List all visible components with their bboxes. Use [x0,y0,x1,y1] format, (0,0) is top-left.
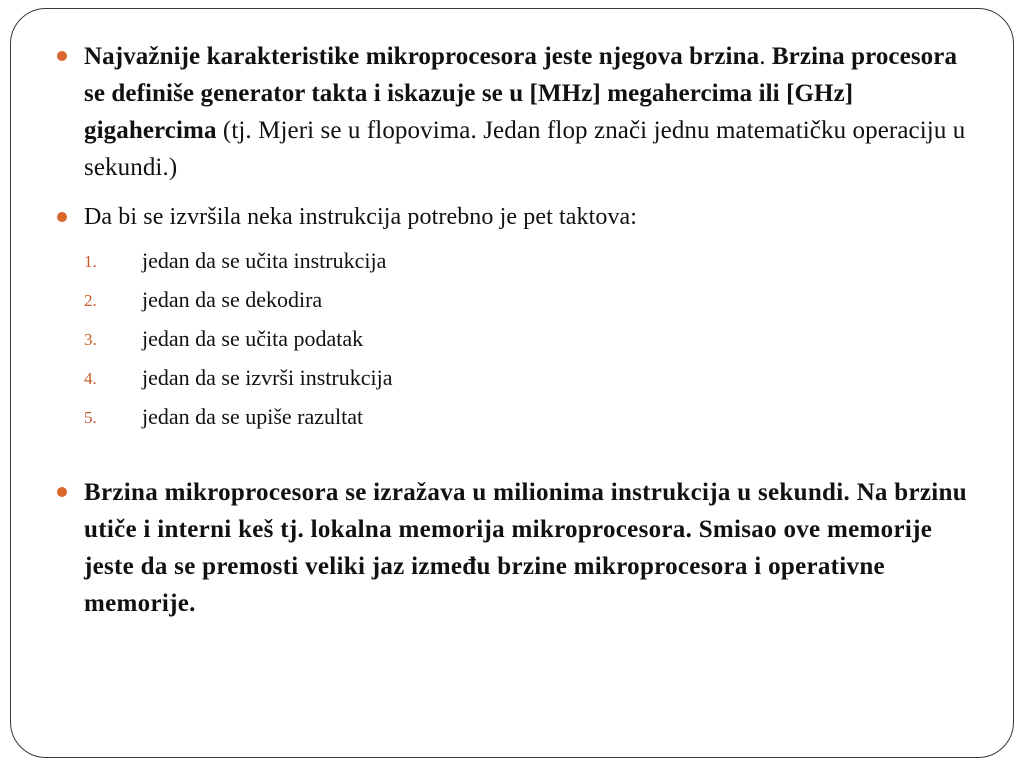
instruction-steps-list [57,241,969,436]
bullet-instruction-cycles [57,199,969,236]
list-item-text: jedan da se učita instrukcija [142,248,387,273]
list-item [57,241,969,280]
bullet-1-note: (tj. Mjeri se u flopovima. Jedan flop znači jednu matematičku operaciju u sekundi.) [84,117,966,181]
bullet-1-separator: . [759,43,772,70]
list-item [57,280,969,319]
list-number: 5. [84,408,97,427]
bullet-cache-memory [57,474,969,622]
bullet-1-bold-lead: Najvažnije karakteristike mikroprocesora jeste njegova brzina [84,43,760,70]
bullet-dot-icon [57,212,67,222]
list-item-text: jedan da se učita podatak [142,326,364,351]
list-item-text: jedan da se upiše razultat [142,404,364,429]
list-number: 2. [84,291,97,310]
list-number: 1. [84,252,97,271]
bullet-2-text: Da bi se izvršila neka instrukcija potrebno je pet taktova: [84,204,638,230]
list-item [57,358,969,397]
bullet-3-text: Brzina mikroprocesora se izražava u milionima instrukcija u sekundi. Na brzinu utiče i interni keš tj. lokalna memorija mikroprocesora. Smisao ove memorije jeste da se premosti veliki jaz između brzine mikroprocesora i operativne memorije. [84,479,967,617]
list-number: 3. [84,330,97,349]
list-item-text: jedan da se izvrši instrukcija [142,365,393,390]
bullet-1-bold-definition: Brzina procesora se definiše generator takta i iskazuje se u [MHz] megahercima ili [GHz] gigahercima [84,43,958,144]
list-item-text: jedan da se dekodira [142,287,323,312]
slide-content [57,38,969,622]
list-item [57,397,969,436]
list-number: 4. [84,369,97,388]
bullet-dot-icon [57,51,67,61]
bullet-dot-icon [57,487,67,497]
bullet-processor-speed [57,38,969,186]
list-item [57,319,969,358]
